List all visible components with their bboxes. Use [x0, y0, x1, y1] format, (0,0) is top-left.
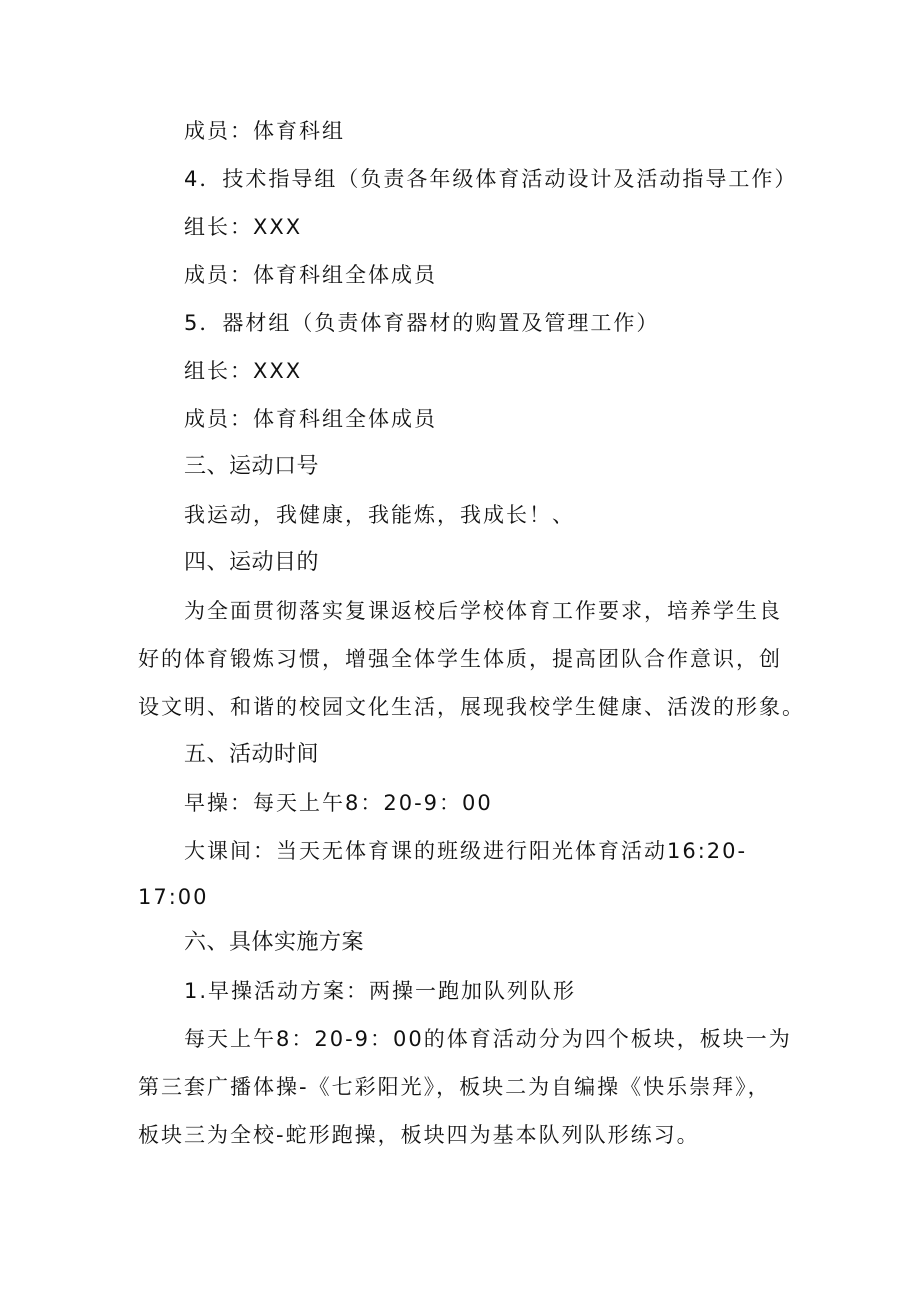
- leader-line-5: 组长：XXX: [184, 359, 303, 383]
- member-line-5: 成员：体育科组全体成员: [184, 407, 437, 431]
- section-6-heading: 六、具体实施方案: [184, 930, 365, 955]
- section-4-heading: 四、运动目的: [184, 550, 320, 575]
- break-time-line-1: 大课间：当天无体育课的班级进行阳光体育活动16:20-: [184, 839, 748, 863]
- group-5-title: 5．器材组（负责体育器材的购置及管理工作）: [184, 311, 660, 335]
- group-4-title: 4．技术指导组（负责各年级体育活动设计及活动指导工作）: [184, 167, 798, 191]
- purpose-paragraph-line-2: 好的体育锻炼习惯，增强全体学生体质，提高团队合作意识，创: [138, 647, 782, 671]
- slogan-text: 我运动，我健康，我能炼，我成长！、: [184, 503, 575, 527]
- morning-plan-line-1: 每天上午8：20-9：00的体育活动分为四个板块，板块一为: [184, 1027, 792, 1051]
- member-line-3: 成员：体育科组: [184, 119, 345, 143]
- morning-plan-line-3: 板块三为全校-蛇形跑操，板块四为基本队列队形练习。: [138, 1123, 700, 1147]
- morning-plan-line-2: 第三套广播体操-《七彩阳光》，板块二为自编操《快乐崇拜》，: [138, 1075, 771, 1099]
- leader-line-4: 组长：XXX: [184, 215, 303, 239]
- break-time-line-2: 17:00: [138, 885, 209, 909]
- purpose-paragraph-line-3: 设文明、和谐的校园文化生活，展现我校学生健康、活泼的形象。: [138, 695, 805, 719]
- section-5-heading: 五、活动时间: [184, 742, 320, 767]
- section-3-heading: 三、运动口号: [184, 454, 320, 479]
- purpose-paragraph-line-1: 为全面贯彻落实复课返校后学校体育工作要求，培养学生良: [184, 599, 782, 623]
- morning-plan-title: 1.早操活动方案：两操一跑加队列队形: [184, 979, 577, 1003]
- morning-exercise-time: 早操：每天上午8：20-9：00: [184, 791, 493, 815]
- member-line-4: 成员：体育科组全体成员: [184, 263, 437, 287]
